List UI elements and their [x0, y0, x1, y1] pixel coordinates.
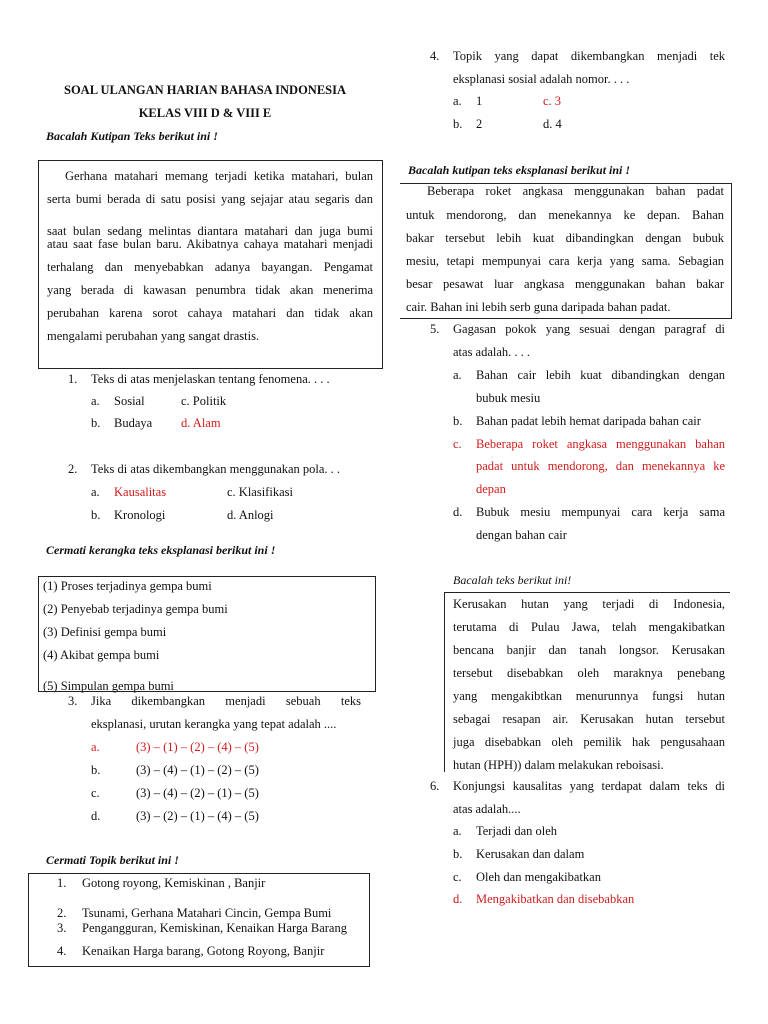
- q3-option-c[interactable]: (3) – (4) – (2) – (1) – (5): [136, 786, 259, 800]
- topic-item: Pengangguran, Kemiskinan, Kenaikan Harga Barang: [82, 921, 347, 935]
- q3-text-line-1: [91, 694, 361, 709]
- passage-1-line: yang berada di kawasan penumbra tidak akan menerima: [47, 283, 373, 297]
- title-line-2: KELAS VIII D & VIII E: [138, 106, 272, 120]
- q5-option-d-line-2: dengan bahan cair: [476, 528, 567, 542]
- q5-option-c-line-3: depan: [476, 482, 506, 496]
- passage-1-line: serta bumi berada di satu posisi yang sejajar atau segaris dan: [47, 192, 373, 206]
- q6-text-1: Konjungsi kausalitas yang terdapat dalam teks di: [453, 779, 725, 793]
- q4-option-a[interactable]: 1: [476, 94, 483, 108]
- topic-item: Gotong royong, Kemiskinan , Banjir: [82, 876, 266, 890]
- passage-3-line: Kerusakan hutan yang terjadi di Indonesia,: [453, 597, 725, 611]
- q3-option-label: b.: [91, 763, 101, 777]
- q5-number: 5.: [430, 322, 440, 336]
- q3-option-a-answer[interactable]: (3) – (1) – (2) – (4) – (5): [136, 740, 259, 754]
- q1-option-b[interactable]: Budaya: [114, 416, 153, 430]
- q4-text-2: eksplanasi sosial adalah nomor. . . .: [453, 72, 630, 86]
- q4-option-label: a.: [453, 94, 462, 108]
- passage-3-line: yang mengakibtkan menurunnya fungsi hutan: [453, 689, 725, 703]
- topic-number: 2.: [57, 906, 67, 920]
- q4-option-c-answer[interactable]: c. 3: [543, 94, 562, 108]
- q5-option-label: b.: [453, 414, 463, 428]
- q6-option-a[interactable]: Terjadi dan oleh: [476, 824, 558, 838]
- q5-option-a-line-2: bubuk mesiu: [476, 391, 541, 405]
- q2-option-label: a.: [91, 485, 100, 499]
- q6-text-line-1: [453, 779, 725, 794]
- q5-option-d-line-1: Bubuk mesiu mempunyai cara kerja sama: [476, 505, 725, 519]
- q1-text: Teks di atas menjelaskan tentang fenomena. . . .: [91, 372, 330, 386]
- passage-2-line: untuk mendorong, dan menekannya ke depan. Bahan: [406, 208, 724, 222]
- topic-number: 4.: [57, 944, 67, 958]
- passage-1-line: atau saat fase bulan baru. Akibatnya cahaya matahari menjadi: [47, 237, 373, 251]
- q5-text-2: atas adalah. . . .: [453, 345, 531, 359]
- topic-item: Tsunami, Gerhana Matahari Cincin, Gempa Bumi: [82, 906, 332, 920]
- q6-option-b[interactable]: Kerusakan dan dalam: [476, 847, 585, 861]
- q4-text-1: Topik yang dapat dikembangkan menjadi tek: [453, 49, 725, 63]
- frame-item: (1) Proses terjadinya gempa bumi: [43, 579, 212, 593]
- q6-option-label: b.: [453, 847, 463, 861]
- q5-text-line-1: [453, 322, 725, 337]
- q1-option-label: b.: [91, 416, 101, 430]
- q2-number: 2.: [68, 462, 78, 476]
- passage-2-box: [400, 183, 732, 319]
- q2-option-c[interactable]: c. Klasifikasi: [227, 485, 293, 499]
- passage-1-line: terhalang dan menyebabkan adanya bayangan. Pengamat: [47, 260, 373, 274]
- q4-option-d[interactable]: d. 4: [543, 117, 562, 131]
- frame-item: (2) Penyebab terjadinya gempa bumi: [43, 602, 228, 616]
- q5-option-c-line-2-wrap: [476, 459, 725, 474]
- q1-option-a[interactable]: Sosial: [114, 394, 145, 408]
- q4-option-b[interactable]: 2: [476, 117, 483, 131]
- q3-option-label: c.: [91, 786, 100, 800]
- q2-option-label: b.: [91, 508, 101, 522]
- passage-2-line: bakar tersebut lebih kuat dibandingkan dengan bubuk: [406, 231, 724, 245]
- frame-item: (3) Definisi gempa bumi: [43, 625, 167, 639]
- q3-text-1: Jika dikembangkan menjadi sebuah teks: [91, 694, 361, 708]
- passage-3-line: hutan (HPH)) dalam melakukan reboisasi.: [453, 758, 664, 772]
- q1-option-d-answer[interactable]: d. Alam: [181, 416, 221, 430]
- passage-3-line: bencana banjir dan tanah longsor. Kerusakan: [453, 643, 725, 657]
- passage-1-line: Gerhana matahari memang terjadi ketika matahari, bulan: [65, 169, 373, 183]
- q1-option-c[interactable]: c. Politik: [181, 394, 227, 408]
- q6-option-label: c.: [453, 870, 462, 884]
- q3-option-label: a.: [91, 740, 100, 754]
- q5-option-label: c.: [453, 437, 462, 451]
- q5-option-label: d.: [453, 505, 463, 519]
- passage-3-line: terutama di Pulau Jawa, telah mengakibatkan: [453, 620, 725, 634]
- q4-text-line-1: [453, 49, 725, 64]
- instruction-5: Bacalah teks berikut ini!: [453, 573, 572, 587]
- q5-option-a-line-1: Bahan cair lebih kuat dibandingkan dengan: [476, 368, 725, 382]
- frame-item: (5) Simpulan gempa bumi: [43, 679, 174, 693]
- q6-option-label: a.: [453, 824, 462, 838]
- q2-option-a-answer[interactable]: Kausalitas: [114, 485, 167, 499]
- q3-option-b[interactable]: (3) – (4) – (1) – (2) – (5): [136, 763, 259, 777]
- q2-text: Teks di atas dikembangkan menggunakan pola. . .: [91, 462, 341, 476]
- q3-number: 3.: [68, 694, 78, 708]
- q5-option-b[interactable]: Bahan padat lebih hemat daripada bahan cair: [476, 414, 701, 428]
- q5-text-1: Gagasan pokok yang sesuai dengan paragraf di: [453, 322, 725, 336]
- frame-item: (4) Akibat gempa bumi: [43, 648, 160, 662]
- q2-option-d[interactable]: d. Anlogi: [227, 508, 274, 522]
- passage-1-box: [38, 160, 383, 369]
- passage-3-line: sebagai resapan air. Kerusakan hutan tersebut: [453, 712, 725, 726]
- q5-option-d[interactable]: [476, 505, 725, 520]
- instruction-4: Bacalah kutipan teks eksplanasi berikut ini !: [408, 163, 631, 177]
- q6-number: 6.: [430, 779, 440, 793]
- frame-divider: [38, 691, 376, 692]
- topic-item: Kenaikan Harga barang, Gotong Royong, Banjir: [82, 944, 325, 958]
- topic-number: 3.: [57, 921, 67, 935]
- q6-option-c[interactable]: Oleh dan mengakibatkan: [476, 870, 601, 884]
- instruction-2: Cermati kerangka teks eksplanasi berikut ini !: [46, 543, 276, 557]
- passage-3-line: tersebut disebabkan oleh maraknya penebang: [453, 666, 725, 680]
- q6-text-2: atas adalah....: [453, 802, 521, 816]
- passage-1-line: perubahan karena sorot cahaya matahari dan tidak akan: [47, 306, 373, 320]
- instruction-3: Cermati Topik berikut ini !: [46, 853, 179, 867]
- q5-option-label: a.: [453, 368, 462, 382]
- title-line-1: SOAL ULANGAN HARIAN BAHASA INDONESIA: [64, 83, 346, 97]
- q3-option-label: d.: [91, 809, 101, 823]
- passage-2-line: mesiu, tetapi mempunyai cara kerja yang sama. Sebagian: [406, 254, 724, 268]
- passage-2-line: besar pesawat luar angkasa menggunakan bahan bakar: [406, 277, 724, 291]
- passage-2-line: cair. Bahan ini lebih serb guna daripada bahan padat.: [406, 300, 671, 314]
- q3-option-d[interactable]: (3) – (2) – (1) – (4) – (5): [136, 809, 259, 823]
- q6-option-d-answer[interactable]: Mengakibatkan dan disebabkan: [476, 892, 635, 906]
- passage-1-line: saat bulan sedang melintas diantara matahari dan juga bumi: [47, 224, 373, 238]
- q5-option-c-answer[interactable]: [476, 437, 725, 452]
- q6-option-label: d.: [453, 892, 463, 906]
- q4-number: 4.: [430, 49, 440, 63]
- passage-2-line: Beberapa roket angkasa menggunakan bahan padat: [427, 184, 724, 198]
- passage-1-line: mengalami perubahan yang sangat drastis.: [47, 329, 260, 343]
- q1-number: 1.: [68, 372, 78, 386]
- q4-option-label: b.: [453, 117, 463, 131]
- q5-option-a[interactable]: [476, 368, 725, 383]
- q5-option-c-line-2: padat untuk mendorong, dan menekannya ke: [476, 459, 725, 473]
- topic-number: 1.: [57, 876, 67, 890]
- q3-text-2: eksplanasi, urutan kerangka yang tepat adalah ....: [91, 717, 337, 731]
- q1-option-label: a.: [91, 394, 100, 408]
- instruction-1: Bacalah Kutipan Teks berikut ini !: [46, 129, 218, 143]
- passage-3-line: juga disebabkan oleh pemilik hak pengusahaan: [453, 735, 725, 749]
- q5-option-c-line-1: Beberapa roket angkasa menggunakan bahan: [476, 437, 725, 451]
- q2-option-b[interactable]: Kronologi: [114, 508, 166, 522]
